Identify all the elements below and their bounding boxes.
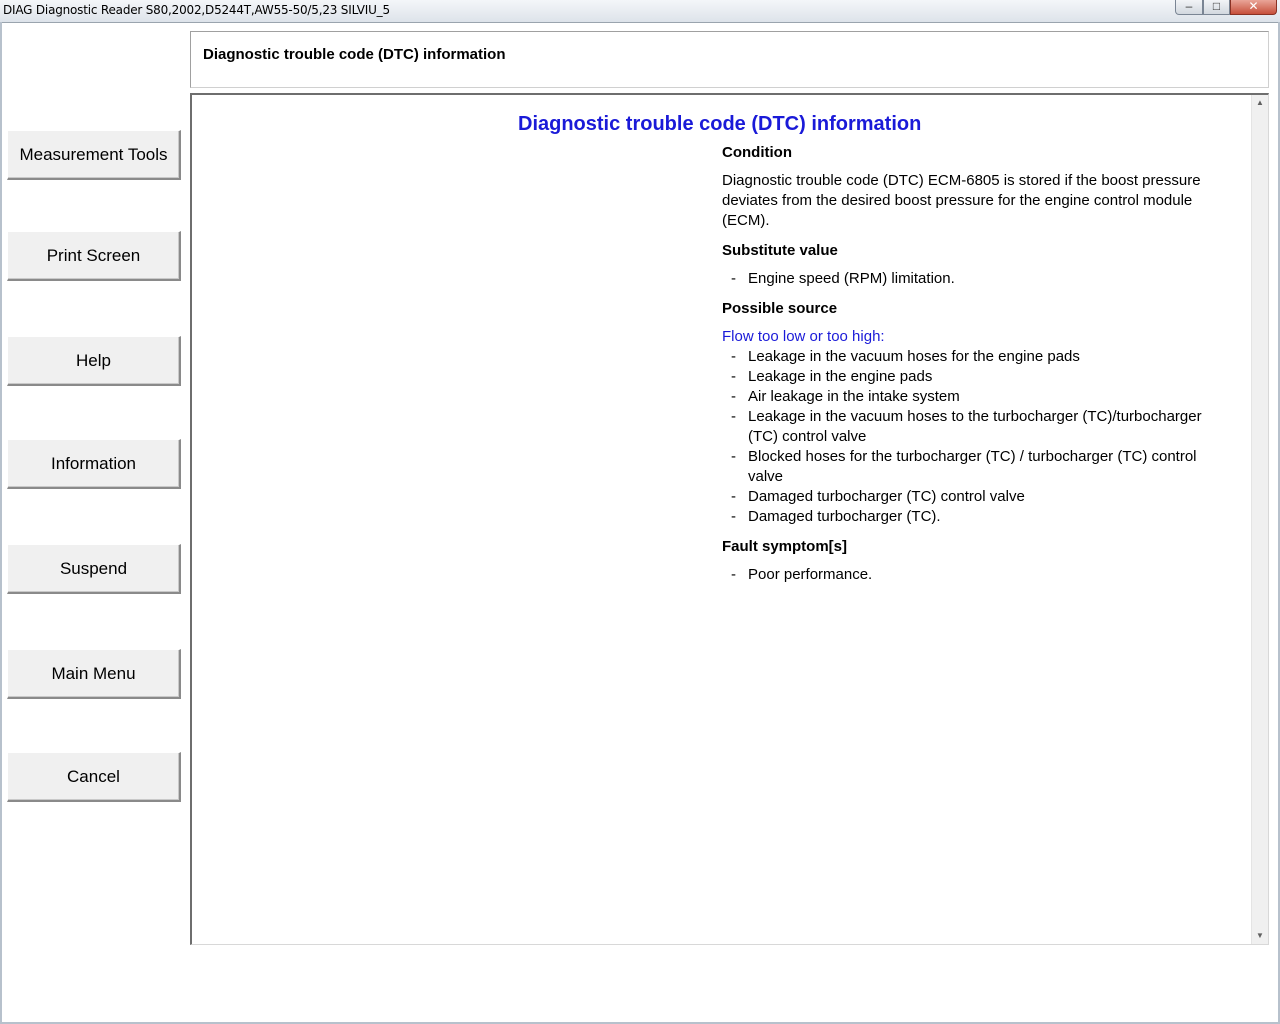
source-subheading: Flow too low or too high:	[722, 328, 885, 345]
title-bar	[0, 0, 1280, 23]
document-title: Diagnostic trouble code (DTC) information	[518, 113, 922, 135]
condition-heading: Condition	[722, 144, 792, 161]
source-heading: Possible source	[722, 300, 838, 317]
source-list	[722, 347, 1232, 527]
minimize-icon: –	[1185, 0, 1193, 13]
minimize-button[interactable]	[1175, 0, 1203, 15]
symptoms-list	[722, 565, 1232, 585]
substitute-list	[722, 269, 1232, 289]
measurement-tools-button[interactable]: Measurement Tools	[7, 130, 181, 180]
window-title: DIAG Diagnostic Reader S80,2002,D5244T,AW55-50/5,23 SILVIU_5	[3, 3, 390, 17]
scroll-down-icon[interactable]: ▼	[1256, 931, 1264, 940]
suspend-button[interactable]: Suspend	[7, 544, 181, 594]
list-item: - Air leakage in the intake system	[722, 387, 1232, 407]
maximize-icon: □	[1212, 0, 1221, 13]
cancel-button[interactable]: Cancel	[7, 752, 181, 802]
list-item: - Poor performance.	[722, 565, 1232, 585]
list-item: - Damaged turbocharger (TC) control valve	[722, 487, 1232, 507]
header-panel	[190, 31, 1269, 88]
list-item: - Leakage in the vacuum hoses for the engine pads	[722, 347, 1232, 367]
list-item: - Damaged turbocharger (TC).	[722, 507, 1232, 527]
close-icon: ✕	[1248, 0, 1259, 13]
list-item: - Leakage in the engine pads	[722, 367, 1232, 387]
vertical-scrollbar[interactable]	[1251, 95, 1268, 944]
close-button[interactable]	[1230, 0, 1277, 15]
content-panel[interactable]	[190, 93, 1269, 945]
symptoms-heading: Fault symptom[s]	[722, 538, 848, 555]
list-item: - Engine speed (RPM) limitation.	[722, 269, 1232, 289]
information-button[interactable]: Information	[7, 439, 181, 489]
substitute-heading: Substitute value	[722, 242, 838, 259]
document-body	[722, 143, 1232, 595]
maximize-button[interactable]	[1203, 0, 1230, 15]
condition-text: Diagnostic trouble code (DTC) ECM-6805 is stored if the boost pressure deviates from the desired boost pressure for the engine control module (ECM).	[722, 172, 1201, 229]
page-title: Diagnostic trouble code (DTC) information	[203, 46, 506, 63]
list-item: - Blocked hoses for the turbocharger (TC) / turbocharger (TC) control valve	[722, 447, 1232, 487]
print-screen-button[interactable]: Print Screen	[7, 231, 181, 281]
list-item: - Leakage in the vacuum hoses to the turbocharger (TC)/turbocharger (TC) control valve	[722, 407, 1232, 447]
main-menu-button[interactable]: Main Menu	[7, 649, 181, 699]
help-button[interactable]: Help	[7, 336, 181, 386]
scroll-up-icon[interactable]: ▲	[1256, 98, 1264, 107]
